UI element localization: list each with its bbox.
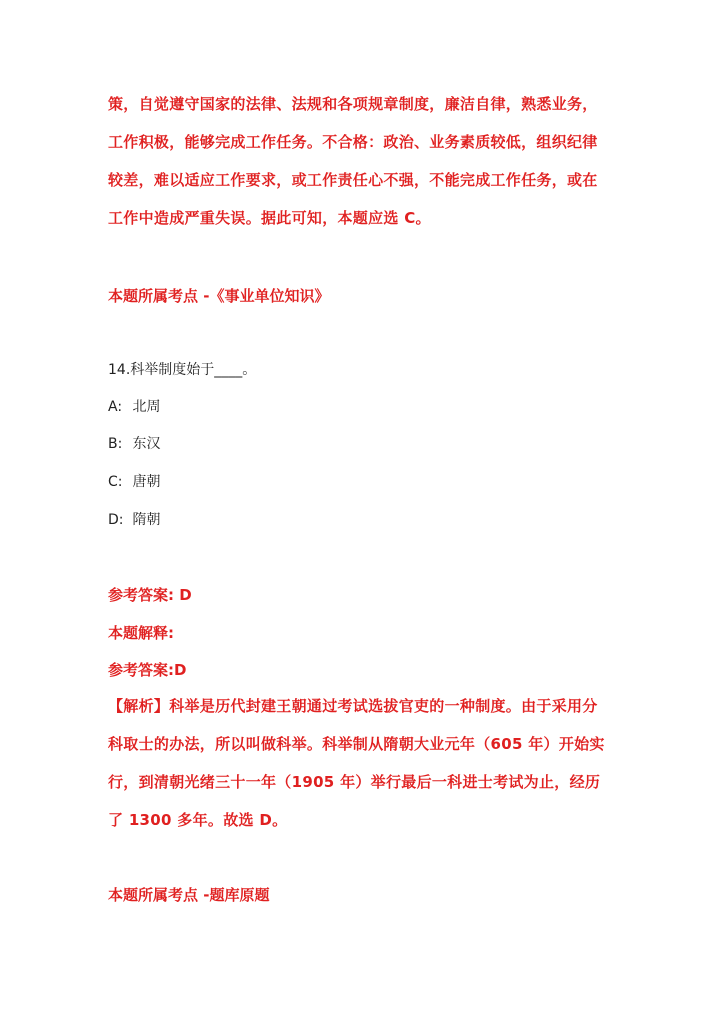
option-c	[108, 472, 160, 492]
option-text: 隋朝	[132, 512, 161, 528]
option-b	[108, 434, 160, 454]
option-d	[108, 510, 160, 530]
previous-topic-line: 本题所属考点 -《事业单位知识》	[108, 287, 330, 305]
explanation-paragraph: 【解析】科举是历代封建王朝通过考试选拔官吏的一种制度。由于采用分科取士的办法，所以叫做科举。科举制从隋朝大业元年（605 年）开始实行，到清朝光绪三十一年（1905 年）举行最后一科进士考试为止，经历了 1300 多年。故选 D。	[108, 697, 605, 829]
option-text: 北周	[132, 399, 161, 415]
previous-explanation-paragraph: 策，自觉遵守国家的法律、法规和各项规章制度，廉洁自律，熟悉业务，工作积极，能够完成工作任务。不合格：政治、业务素质较低，组织纪律较差，难以适应工作要求，或工作责任心不强，不能完成工作任务，或在工作中造成严重失误。据此可知，本题应选 C。	[108, 95, 598, 227]
answer-label: 参考答案: D	[108, 586, 192, 604]
question-stem: 14.科举制度始于____。	[108, 362, 257, 378]
answer-label-repeat: 参考答案:D	[108, 661, 187, 679]
option-text: 唐朝	[132, 474, 161, 490]
option-a	[108, 397, 160, 417]
option-letter: C:	[108, 474, 123, 490]
option-letter: D:	[108, 512, 124, 528]
option-letter: B:	[108, 436, 123, 452]
topic-line: 本题所属考点 -题库原题	[108, 886, 270, 904]
option-letter: A:	[108, 399, 123, 415]
option-text: 东汉	[132, 436, 161, 452]
explanation-label: 本题解释:	[108, 624, 174, 642]
